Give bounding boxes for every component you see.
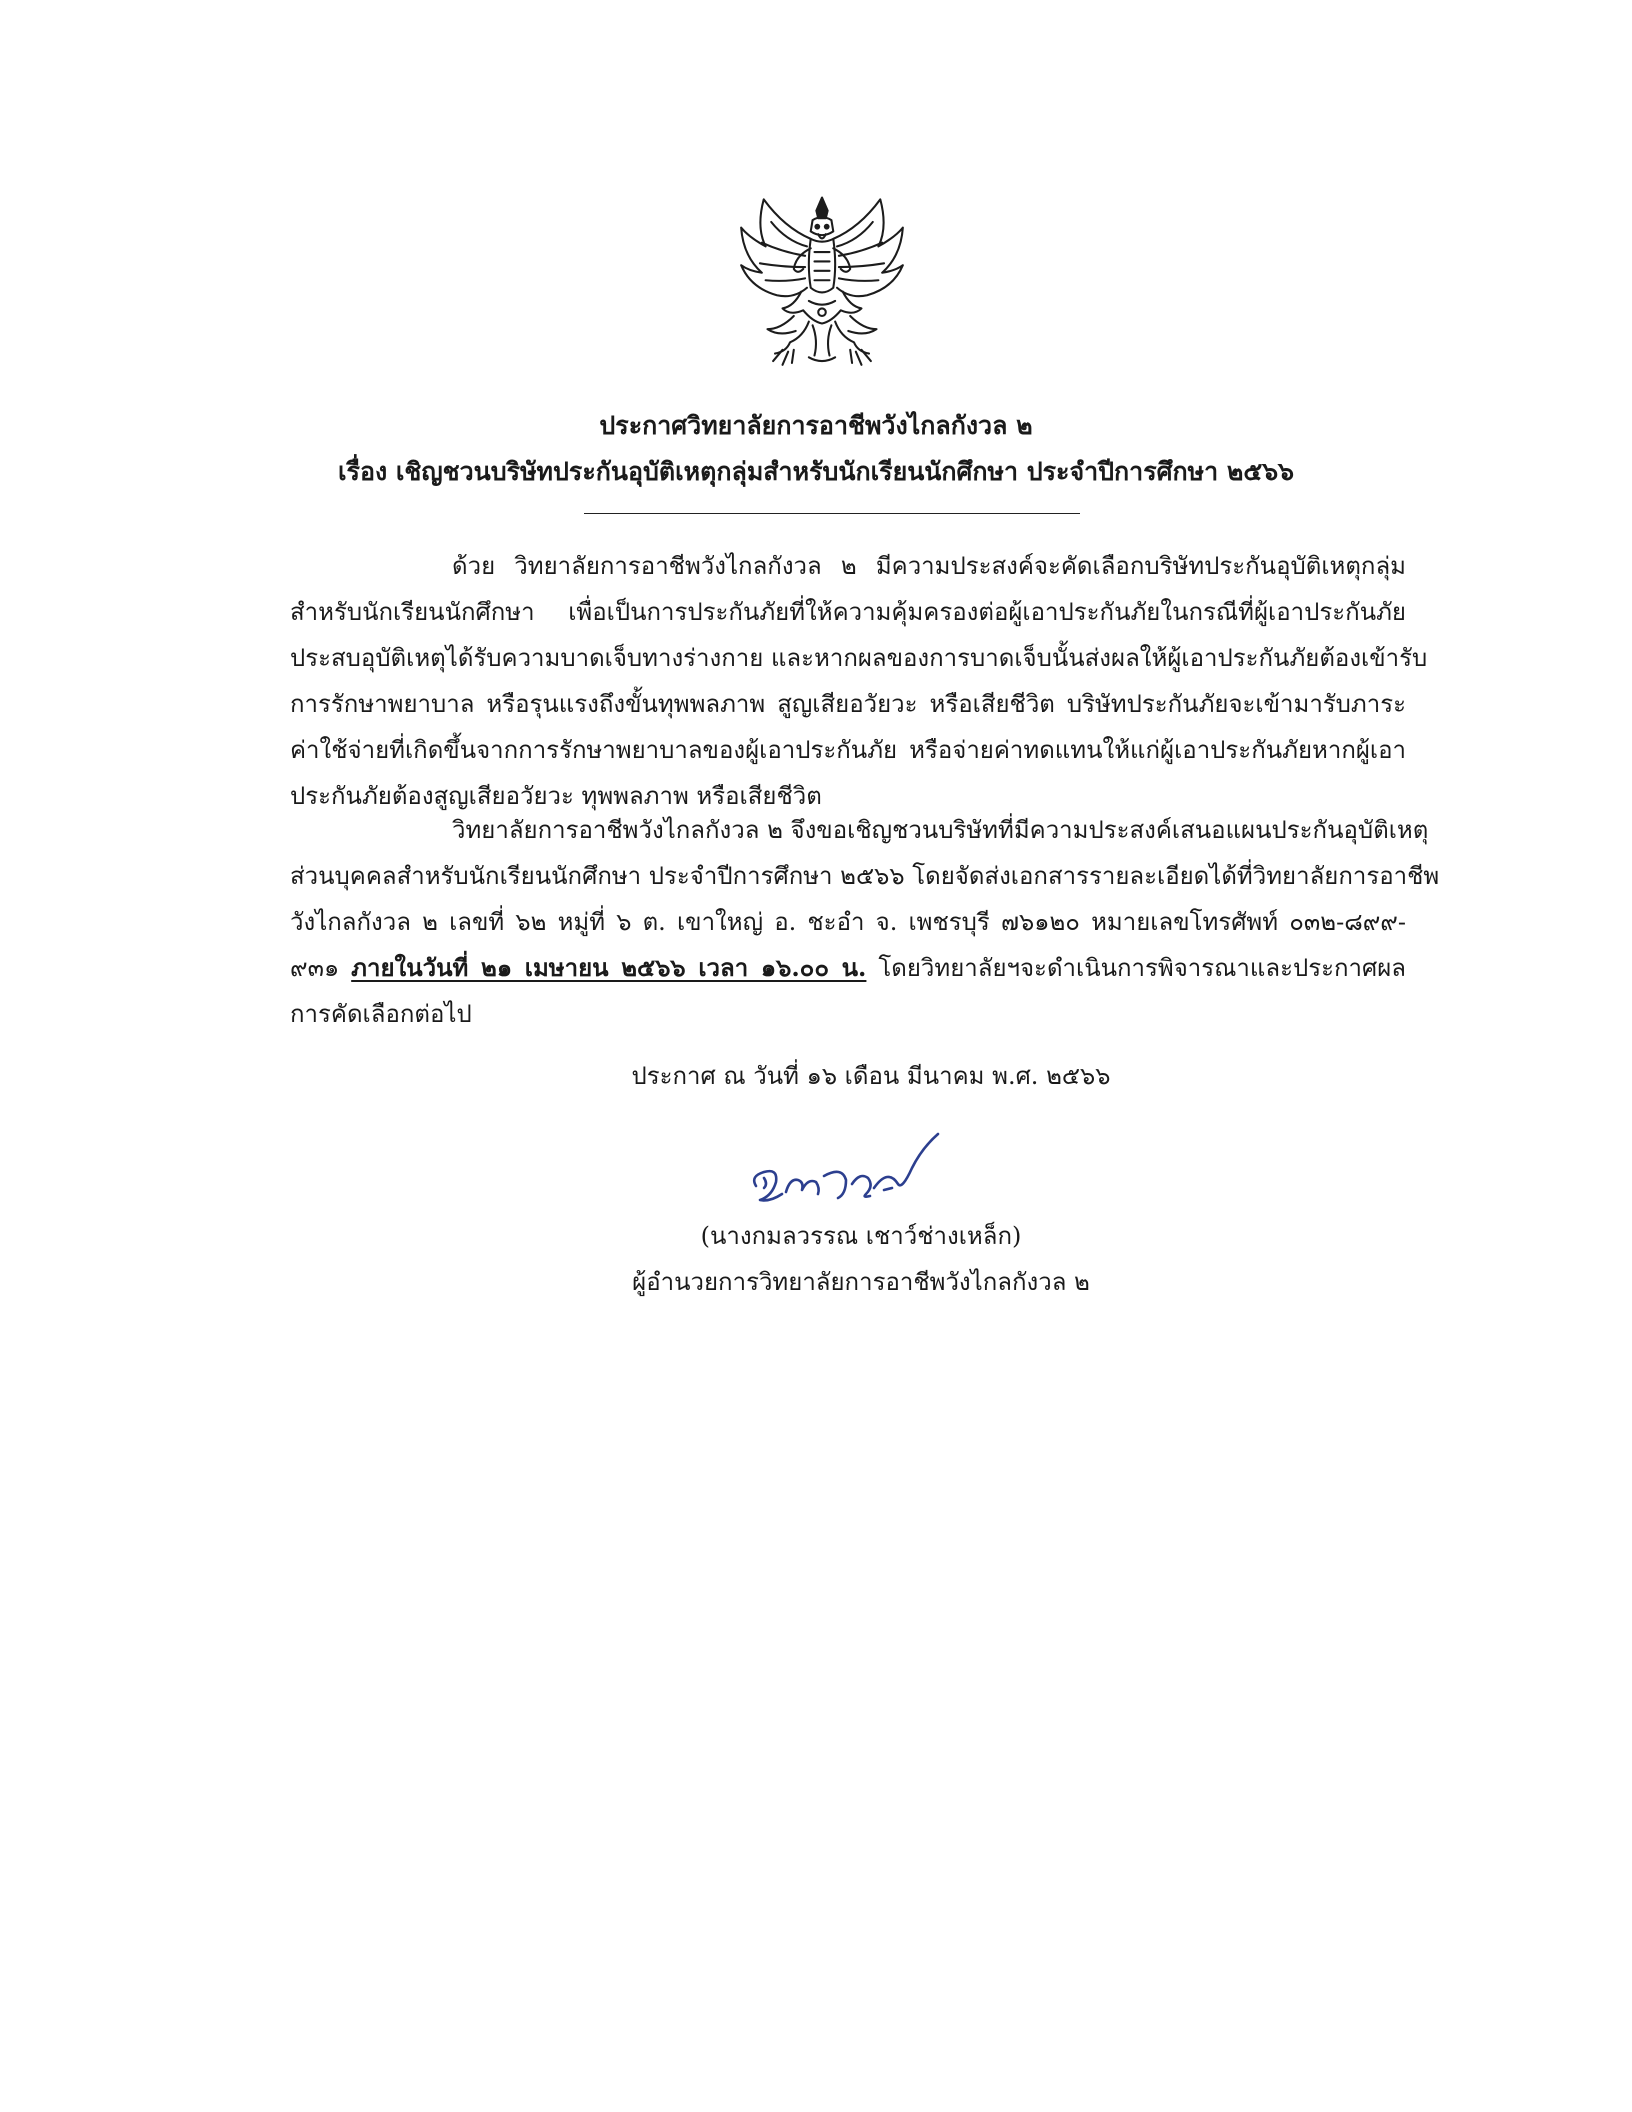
paragraph-line: ประกันภัยต้องสูญเสียอวัยวะ ทุพพลภาพ หรือเสียชีวิต bbox=[290, 782, 822, 810]
announcement-title: ประกาศวิทยาลัยการอาชีพวังไกลกังวล ๒ bbox=[599, 411, 1033, 440]
signature-icon bbox=[742, 1128, 942, 1218]
paragraph-line: การรักษาพยาบาล หรือรุนแรงถึงขั้นทุพพลภาพ สูญเสียอวัยวะ หรือเสียชีวิต บริษัทประกันภัยจะเข้ามารับภาระ bbox=[290, 690, 1406, 718]
signer-position: ผู้อำนวยการวิทยาลัยการอาชีพวังไกลกังวล ๒ bbox=[632, 1268, 1090, 1296]
announcement-subject: เรื่อง เชิญชวนบริษัทประกันอุบัติเหตุกลุ่มสำหรับนักเรียนนักศึกษา ประจำปีการศึกษา ๒๕๖๖ bbox=[337, 457, 1295, 486]
paragraph-line: วิทยาลัยการอาชีพวังไกลกังวล ๒ จึงขอเชิญชวนบริษัทที่มีความประสงค์เสนอแผนประกันอุบัติเหตุ bbox=[452, 816, 1429, 844]
title-divider bbox=[584, 513, 1080, 514]
paragraph-line: สำหรับนักเรียนนักศึกษา เพื่อเป็นการประกันภัยที่ให้ความคุ้มครองต่อผู้เอาประกันภัยในกรณีที่ผู้เอาประกันภัย bbox=[290, 598, 1406, 626]
paragraph-text: โดยวิทยาลัยฯจะดำเนินการพิจารณาและประกาศผล bbox=[866, 954, 1406, 982]
paragraph-line: ประสบอุบัติเหตุได้รับความบาดเจ็บทางร่างกาย และหากผลของการบาดเจ็บนั้นส่งผลให้ผู้เอาประกันภัยต้องเข้ารับ bbox=[290, 644, 1428, 672]
announcement-date: ประกาศ ณ วันที่ ๑๖ เดือน มีนาคม พ.ศ. ๒๕๖๖ bbox=[631, 1062, 1111, 1090]
paragraph-line bbox=[290, 950, 1406, 986]
paragraph-text: ๙๓๑ bbox=[290, 954, 352, 982]
paragraph-line: ค่าใช้จ่ายที่เกิดขึ้นจากการรักษาพยาบาลของผู้เอาประกันภัย หรือจ่ายค่าทดแทนให้แก่ผู้เอาประกันภัยหากผู้เอา bbox=[290, 736, 1406, 764]
signer-name: (นางกมลวรรณ เชาว์ช่างเหล็ก) bbox=[700, 1222, 1022, 1250]
garuda-emblem-icon bbox=[728, 190, 916, 378]
paragraph-line: ด้วย วิทยาลัยการอาชีพวังไกลกังวล ๒ มีความประสงค์จะคัดเลือกบริษัทประกันอุบัติเหตุกลุ่ม bbox=[452, 552, 1406, 580]
paragraph-line: การคัดเลือกต่อไป bbox=[290, 1000, 472, 1028]
submission-deadline: ภายในวันที่ ๒๑ เมษายน ๒๕๖๖ เวลา ๑๖.๐๐ น. bbox=[351, 953, 867, 982]
paragraph-line: วังไกลกังวล ๒ เลขที่ ๖๒ หมู่ที่ ๖ ต. เขาใหญ่ อ. ชะอำ จ. เพชรบุรี ๗๖๑๒๐ หมายเลขโทรศัพท์ ๐๓๒-๘๙๙- bbox=[290, 908, 1406, 936]
paragraph-line: ส่วนบุคคลสำหรับนักเรียนนักศึกษา ประจำปีการศึกษา ๒๕๖๖ โดยจัดส่งเอกสารรายละเอียดได้ที่วิทยาลัยการอาชีพ bbox=[290, 862, 1440, 890]
